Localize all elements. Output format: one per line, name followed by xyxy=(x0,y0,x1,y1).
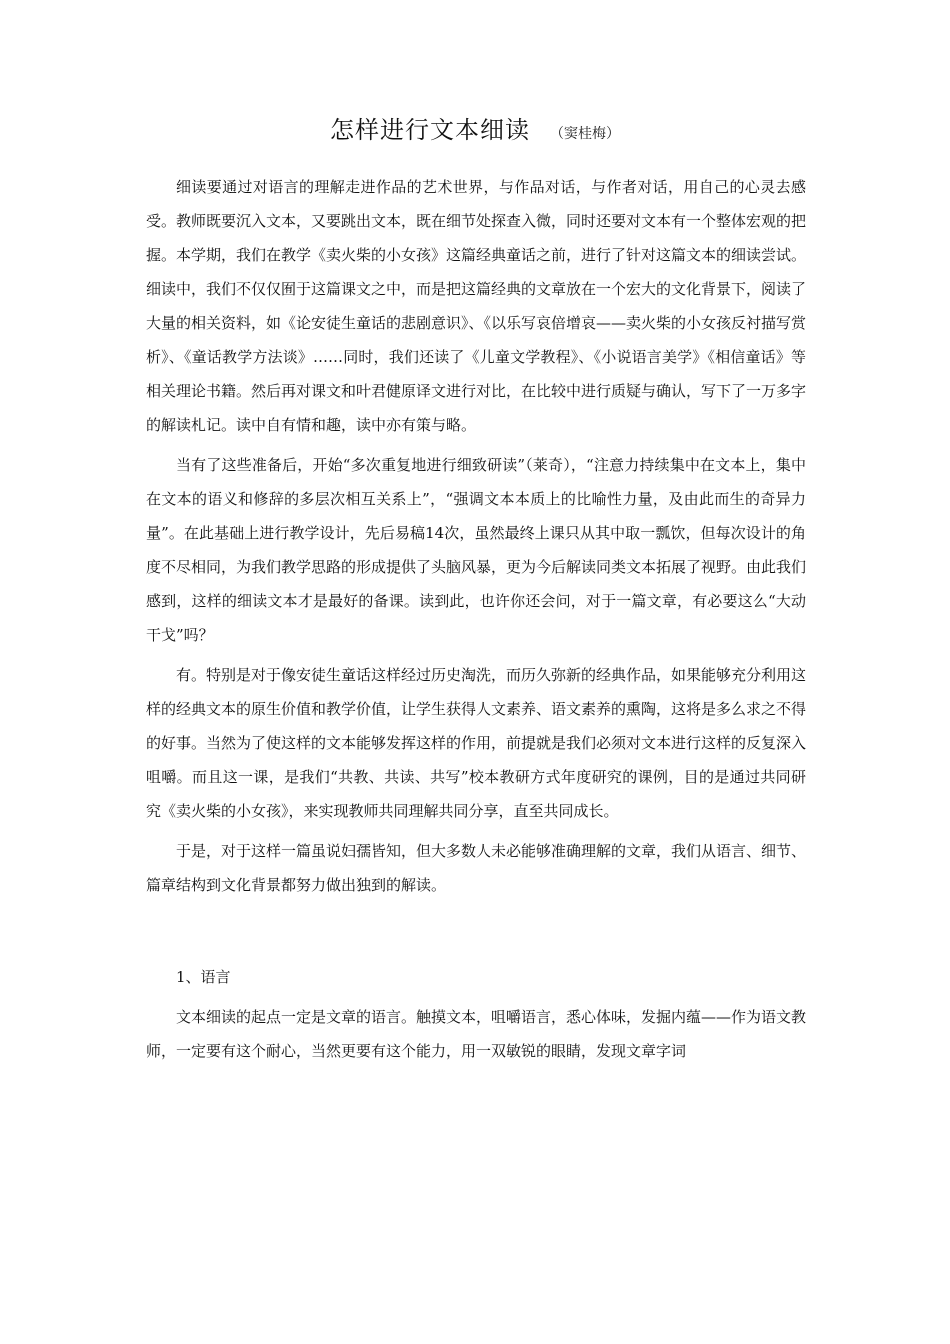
document-body xyxy=(146,170,806,1074)
section-heading: 1、语言 xyxy=(176,968,231,986)
section-paragraph: 文本细读的起点一定是文章的语言。触摸文本，咀嚼语言，悉心体味，发掘内蕴——作为语文教师，一定要有这个耐心，当然更要有这个能力，用一双敏锐的眼睛，发现文章字词 xyxy=(146,1008,807,1060)
section-spacer xyxy=(146,908,806,960)
paragraph-2: 当有了这些准备后，开始“多次重复地进行细致研读”（莱奇），“注意力持续集中在文本上，集中在文本的语义和修辞的多层次相互关系上”，“强调文本本质上的比喻性力量，及由此而生的奇异力量”。在此基础上进行教学设计，先后易稿14次，虽然最终上课只从其中取一瓢饮，但每次设计的角度不尽相同，为我们教学思路的形成提供了头脑风暴，更为今后解读同类文本拓展了视野。由此我们感到，这样的细读文本才是最好的备课。读到此，也许你还会问，对于一篇文章，有必要这么“大动干戈”吗？ xyxy=(146,456,807,644)
document-author: （窦桂梅） xyxy=(550,126,620,142)
paragraph-4: 于是，对于这样一篇虽说妇孺皆知，但大多数人未必能够准确理解的文章，我们从语言、细节、篇章结构到文化背景都努力做出独到的解读。 xyxy=(146,842,807,894)
title-row xyxy=(0,110,950,145)
document-title: 怎样进行文本细读 xyxy=(330,116,530,144)
paragraph-3: 有。特别是对于像安徒生童话这样经过历史淘洗，而历久弥新的经典作品，如果能够充分利用这样的经典文本的原生价值和教学价值，让学生获得人文素养、语文素养的熏陶，这将是多么求之不得的好事。当然为了使这样的文本能够发挥这样的作用，前提就是我们必须对文本进行这样的反复深入咀嚼。而且这一课，是我们“共教、共读、共写”校本教研方式年度研究的课例，目的是通过共同研究《卖火柴的小女孩》，来实现教师共同理解共同分享，直至共同成长。 xyxy=(146,666,807,820)
paragraph-1: 细读要通过对语言的理解走进作品的艺术世界，与作品对话，与作者对话，用自己的心灵去感受。教师既要沉入文本，又要跳出文本，既在细节处探查入微，同时还要对文本有一个整体宏观的把握。本学期，我们在教学《卖火柴的小女孩》这篇经典童话之前，进行了针对这篇文本的细读尝试。细读中，我们不仅仅囿于这篇课文之中，而是把这篇经典的文章放在一个宏大的文化背景下，阅读了大量的相关资料，如《论安徒生童话的悲剧意识》、《以乐写哀倍增哀——卖火柴的小女孩反衬描写赏析》、《童话教学方法谈》……同时，我们还读了《儿童文学教程》、《小说语言美学》《相信童话》等相关理论书籍。然后再对课文和叶君健原译文进行对比，在比较中进行质疑与确认，写下了一万多字的解读札记。读中自有情和趣，读中亦有策与略。 xyxy=(146,178,807,434)
